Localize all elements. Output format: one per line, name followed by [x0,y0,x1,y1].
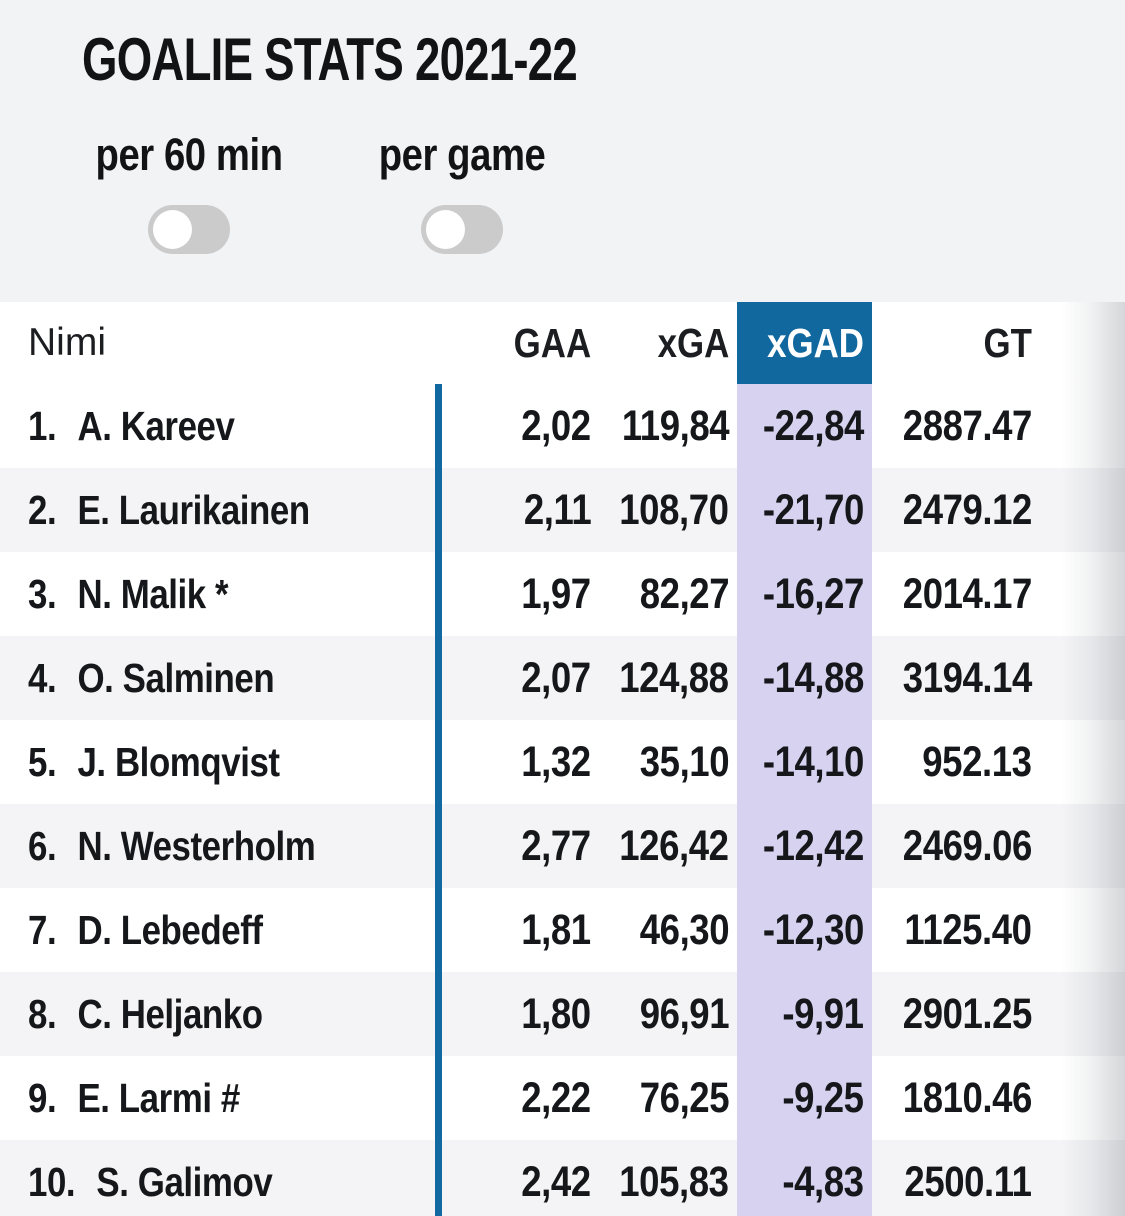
player-rank: 10. [28,1158,76,1205]
table-row [0,972,1125,1056]
table-row [0,384,1125,468]
player-name-cell [0,804,437,888]
gaa-value: 2,22 [521,1073,591,1122]
gt-value: 2479.12 [902,485,1032,534]
per-game-group [370,129,554,254]
xgad-value: -22,84 [737,384,872,468]
name-column-divider [435,384,442,1216]
xga-value: 119,84 [621,401,729,450]
column-spacer [1032,302,1125,384]
gt-value: 2469.06 [902,821,1032,870]
xga-value: 35,10 [639,737,729,786]
player-rank: 1. [28,402,57,449]
player-name: N. Westerholm [77,822,316,869]
player-name-cell [0,720,437,804]
player-name-cell [0,552,437,636]
gaa-value: 2,77 [521,821,591,870]
gt-value: 2887.47 [902,401,1032,450]
gt-value: 3194.14 [902,653,1032,702]
player-name: A. Kareev [77,402,235,449]
toggle-knob-icon [426,210,465,249]
xga-value: 108,70 [619,485,729,534]
table-row [0,804,1125,888]
table-row [0,1056,1125,1140]
xgad-value: -14,10 [737,720,872,804]
gt-value: 2901.25 [902,989,1032,1038]
gaa-value: 1,32 [521,737,591,786]
player-name-cell [0,384,437,468]
gt-value: 2500.11 [904,1157,1032,1206]
player-name: C. Heljanko [77,990,263,1037]
table-row [0,468,1125,552]
per-game-toggle[interactable] [421,205,503,254]
player-name: O. Salminen [77,654,275,701]
xgad-value: -16,27 [737,552,872,636]
gaa-value: 2,11 [523,485,591,534]
xga-value: 46,30 [639,905,729,954]
column-gap [729,302,737,384]
column-header-xga[interactable]: xGA [657,319,729,366]
gt-value: 2014.17 [902,569,1032,618]
xgad-value: -21,70 [737,468,872,552]
column-header-gaa[interactable]: GAA [513,319,591,366]
gt-value: 1125.40 [904,905,1032,954]
xgad-value: -12,42 [737,804,872,888]
gaa-value: 2,02 [521,401,591,450]
xga-value: 105,83 [619,1157,729,1206]
player-name-cell [0,972,437,1056]
player-name-cell [0,468,437,552]
goalie-stats-table [0,302,1125,1216]
table-row [0,552,1125,636]
player-rank: 7. [28,906,57,953]
table-row [0,720,1125,804]
player-name-cell [0,1140,437,1216]
player-name: S. Galimov [96,1158,273,1205]
player-name-cell [0,888,437,972]
player-name: J. Blomqvist [77,738,280,785]
gaa-value: 2,42 [521,1157,591,1206]
column-header-xgad[interactable]: xGAD [737,302,872,384]
per-60-min-group [82,129,296,254]
table-header-row [0,302,1125,384]
player-rank: 4. [28,654,57,701]
player-rank: 9. [28,1074,57,1121]
player-rank: 8. [28,990,57,1037]
table-row [0,1140,1125,1216]
gaa-value: 1,81 [521,905,591,954]
per-60-min-label: per 60 min [95,129,283,180]
toggle-knob-icon [153,210,192,249]
xga-value: 126,42 [619,821,729,870]
display-mode-controls [0,129,1125,254]
xgad-value: -14,88 [737,636,872,720]
xga-value: 124,88 [619,653,729,702]
player-name: E. Laurikainen [77,486,310,533]
column-header-name[interactable]: Nimi [28,321,106,364]
player-name: N. Malik * [77,570,229,617]
xgad-value: -12,30 [737,888,872,972]
per-60-min-toggle[interactable] [148,205,230,254]
gaa-value: 1,97 [521,569,591,618]
player-name: E. Larmi # [77,1074,240,1121]
xga-value: 82,27 [639,569,729,618]
per-game-label: per game [378,129,546,180]
gaa-value: 2,07 [521,653,591,702]
table-row [0,888,1125,972]
xgad-value: -4,83 [737,1140,872,1216]
player-rank: 3. [28,570,57,617]
xgad-value: -9,91 [737,972,872,1056]
player-name-cell [0,636,437,720]
player-name: D. Lebedeff [77,906,263,953]
player-rank: 6. [28,822,57,869]
player-rank: 5. [28,738,57,785]
table-row [0,636,1125,720]
gaa-value: 1,80 [521,989,591,1038]
xgad-value: -9,25 [737,1056,872,1140]
gt-value: 1810.46 [902,1073,1032,1122]
player-name-cell [0,1056,437,1140]
column-header-gt[interactable]: GT [983,319,1032,366]
gt-value: 952.13 [922,737,1032,786]
page-title: GOALIE STATS 2021-22 [82,26,577,93]
xga-value: 96,91 [639,989,729,1038]
player-rank: 2. [28,486,57,533]
xga-value: 76,25 [639,1073,729,1122]
